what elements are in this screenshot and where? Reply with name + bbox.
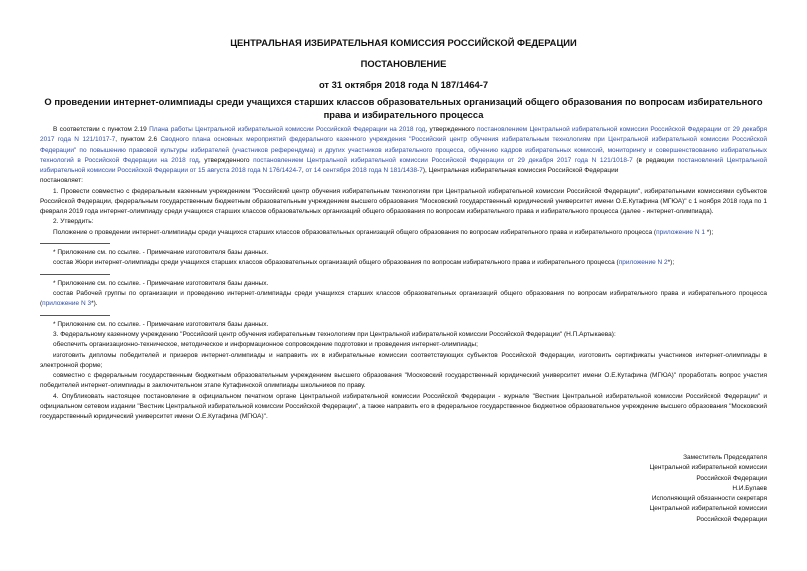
preamble-text: , утвержденного <box>198 156 254 164</box>
item-2a <box>40 228 767 238</box>
link-plan-2018[interactable]: Плана работы Центральной избирательной комиссии Российской Федерации на 2018 год <box>149 126 426 133</box>
signature-line: Заместитель Председателя <box>683 454 767 461</box>
item-3b: изготовить дипломы победителей и призеров интернет-олимпиады и направить их в избирательные комиссии соответствующих субъектов Российской Федерации, изготовить сертификаты участников интернет-олимпиады в электронной форме; <box>40 351 767 369</box>
item-3a: обеспечить организационно-техническое, методическое и информационное сопровождение подготовки и проведения интернет-олимпиады; <box>53 341 478 349</box>
preamble-text: В соответствии с пунктом 2.19 <box>53 126 150 133</box>
footnote-separator <box>40 310 110 320</box>
link-resolution-1438[interactable]: от 14 сентября 2018 года N 181/1438-7 <box>305 167 423 174</box>
link-resolution-1424[interactable]: постановлений Центральной избирательной комиссии Российской Федерации от 15 августа 2018 года N 176/1424-7 <box>40 156 768 174</box>
preamble-paragraph <box>40 125 767 176</box>
org-heading: ЦЕНТРАЛЬНАЯ ИЗБИРАТЕЛЬНАЯ КОМИССИЯ РОССИЙСКОЙ ФЕДЕРАЦИИ <box>230 37 577 48</box>
signature-block <box>507 453 767 525</box>
item-3: 3. Федеральному казенному учреждению "Российский центр обучения избирательным технологиям при Центральной избирательной комиссии Российской Федерации" (Н.П.Артыкаева): <box>53 331 616 338</box>
link-resolution-1017[interactable]: постановлением Центральной избирательной комиссии Российской Федерации от 29 декабря 2017 года N 121/1017-7 <box>40 126 767 144</box>
item-text: *). <box>91 300 98 308</box>
signature-line: Российской Федерации <box>696 474 767 482</box>
item-text: состав Жюри интернет-олимпиады среди учащихся старших классов образовательных организаций общего образования по вопросам избирательного права и избирательного процесса ( <box>53 259 619 267</box>
signature-line: Центральной избирательной комиссии <box>649 464 767 472</box>
item-2c <box>40 289 767 310</box>
signature-line: Российской Федерации <box>696 515 767 523</box>
preamble-text: , <box>301 167 306 174</box>
item-3c: совместно с федеральным государственным бюджетным образовательным учреждением высшего образования "Московский государственный юридический университет имени О.Е.Кутафина (МГЮА)" проработать вопрос участия победителей интернет-олимпиады в заключительном этапе Кутафинской олимпиады школьников по праву. <box>40 372 767 390</box>
footnote-note: * Приложение см. по ссылке. - Примечание изготовителя базы данных. <box>53 249 269 256</box>
doc-title: О проведении интернет-олимпиады среди учащихся старших классов образовательных организаций общего образования по вопросам избирательного права и избирательного процесса <box>44 96 763 120</box>
signature-line: Исполняющий обязанности секретаря <box>651 495 767 502</box>
signatory-name: Н.И.Булаев <box>732 484 767 492</box>
link-appendix-1[interactable]: приложение N 1 <box>656 228 705 236</box>
doc-date-number: от 31 октября 2018 года N 187/1464-7 <box>318 79 489 90</box>
item-4: 4. Опубликовать настоящее постановление в официальном печатном органе Центральной избирательной комиссии Российской Федерации - журнале "Вестник Центральной избирательной комиссии Российской Федерации" и официальном сетевом издании "Вестник Центральной избирательной комиссии Российской Федерации", а также направить его в федеральное государственное бюджетное образовательное учреждение высшего образования "Московский государственный юридический университет имени О.Е.Кутафина (МГЮА)". <box>40 392 767 420</box>
link-consolidated-plan[interactable]: Сводного плана основных мероприятий федерального казенного учреждения "Российский центр обучения избирательным технологиям при Центральной избирательной комиссии Российской Федерации" по повышению правовой культуры избирателей (участников референдума) и других участников избирательного процесса, обучению кадров избирательных комиссий, мониторингу и совершенствованию избирательных технологий в Российской Федерации на 2018 год <box>40 136 768 164</box>
link-resolution-1018[interactable]: постановлением Центральной избирательной комиссии Российской Федерации от 29 декабря 2017 года N 121/1018-7 <box>253 156 633 164</box>
item-text: *); <box>667 259 675 267</box>
preamble-text: , пунктом 2.6 <box>115 136 161 144</box>
item-text: состав Рабочей группы по организации и проведению интернет-олимпиады среди учащихся старших классов образовательных организаций общего образования по вопросам избирательного права и избирательного процесса ( <box>40 290 767 308</box>
item-text: *); <box>704 228 714 236</box>
signature-line: Центральной избирательной комиссии <box>649 505 767 513</box>
footnote-separator <box>40 238 110 248</box>
item-text: Положение о проведении интернет-олимпиады среди учащихся старших классов образовательных организаций общего образования по вопросам избирательного права и избирательного процесса ( <box>53 228 657 236</box>
item-1: 1. Провести совместно с федеральным казенным учреждением "Российский центр обучения избирательным технологиям при Центральной избирательной комиссии Российской Федерации", избирательными комиссиями субъектов Российской Федерации, федеральным государственным бюджетным образовательным учреждением высшего образования "Московский государственный юридический университет имени О.Е.Кутафина (МГЮА)" с 1 ноября 2018 года по 1 февраля 2019 года интернет-олимпиаду среди учащихся старших классов образовательных организаций общего образования по вопросам избирательного права и избирательного процесса (далее - интернет-олимпиада). <box>40 187 767 215</box>
decides-label: постановляет: <box>40 177 83 185</box>
doc-type-heading: ПОСТАНОВЛЕНИЕ <box>360 58 447 69</box>
footnote-note: * Приложение см. по ссылке. - Примечание изготовителя базы данных. <box>53 320 269 328</box>
link-appendix-3[interactable]: приложение N 3 <box>42 300 92 308</box>
preamble-text: ), Центральная избирательная комиссия Российской Федерации <box>422 167 619 174</box>
document-body <box>40 125 767 422</box>
footnote-note: * Приложение см. по ссылке. - Примечание изготовителя базы данных. <box>53 279 269 287</box>
preamble-text: , утвержденного <box>425 126 478 133</box>
item-2: 2. Утвердить: <box>53 218 94 226</box>
item-2b <box>40 258 767 268</box>
link-appendix-2[interactable]: приложение N 2 <box>618 259 668 267</box>
footnote-separator <box>40 269 110 279</box>
preamble-text: (в редакции <box>632 156 678 164</box>
